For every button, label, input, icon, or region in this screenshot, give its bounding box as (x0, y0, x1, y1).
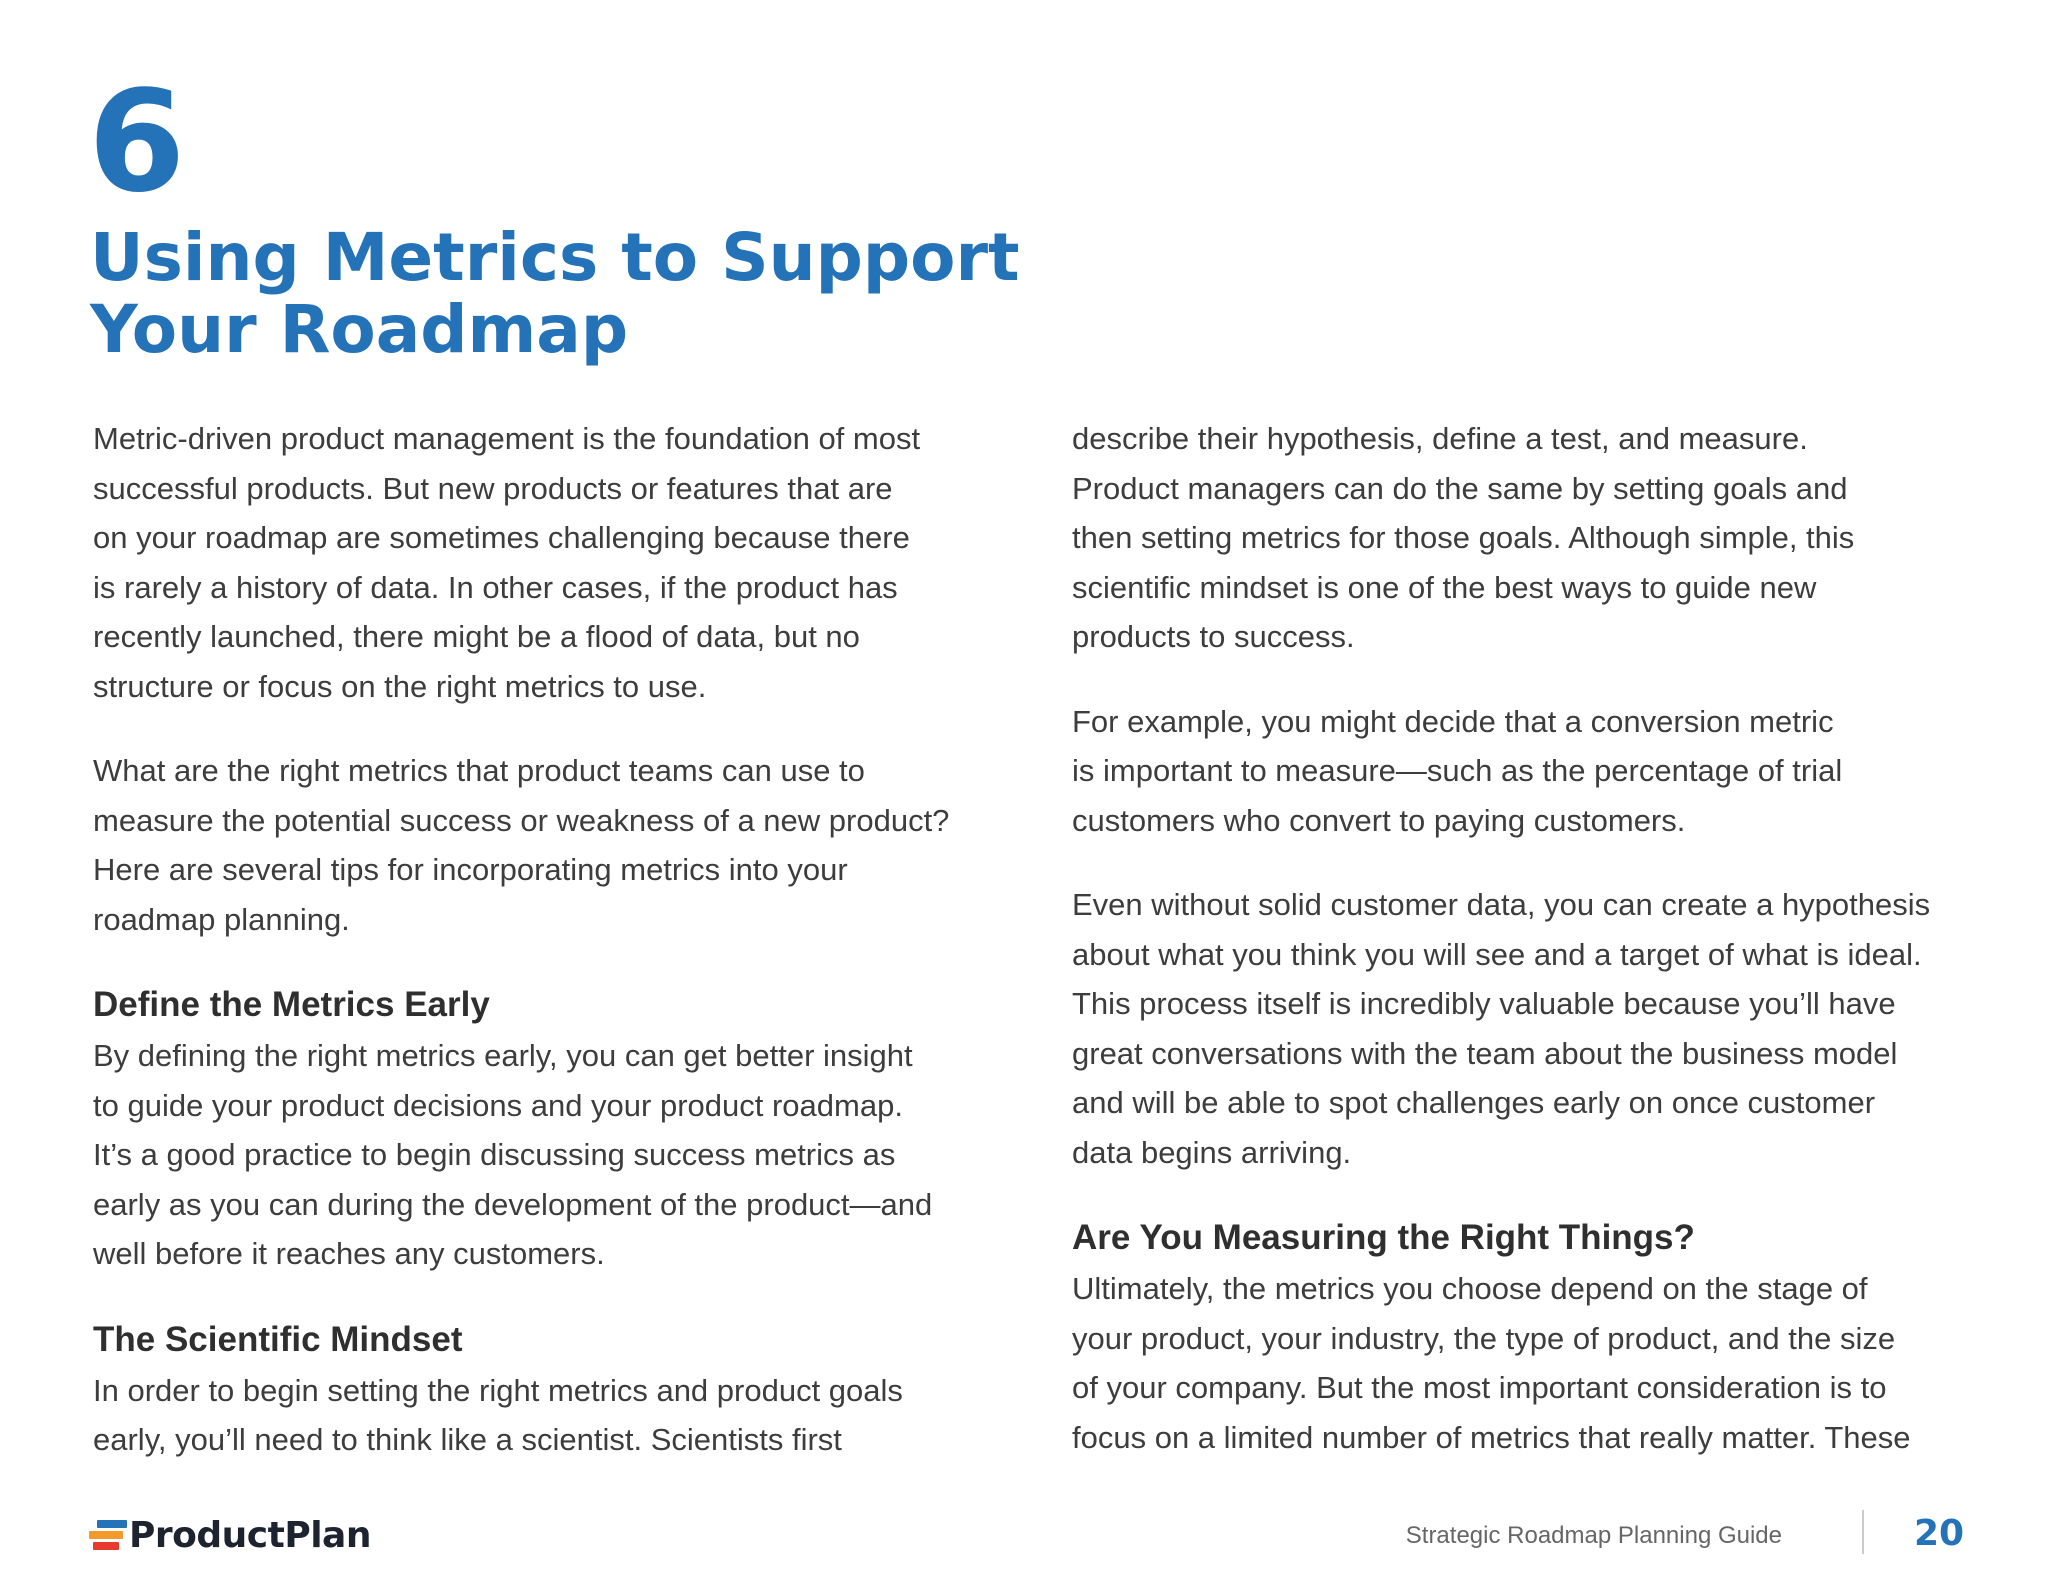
logo-bar-orange (89, 1531, 123, 1539)
text-line: scientific mindset is one of the best ways to guide new (1072, 569, 1817, 605)
text-line: It’s a good practice to begin discussing success metrics as (93, 1137, 896, 1172)
text-line: on your roadmap are sometimes challenging because there (93, 520, 910, 555)
text-line: to guide your product decisions and your product roadmap. (93, 1087, 903, 1123)
text-line: Product managers can do the same by setting goals and (1072, 470, 1848, 506)
text-line: For example, you might decide that a conversion metric (1072, 703, 1834, 739)
text-line: measure the potential success or weakness of a new product? (93, 802, 950, 838)
text-line: early as you can during the development of the product—and (93, 1186, 933, 1222)
section-paragraph (93, 1031, 993, 1279)
text-line: structure or focus on the right metrics to use. (93, 668, 707, 704)
text-line: is important to measure—such as the percentage of trial (1072, 753, 1843, 788)
text-line: then setting metrics for those goals. Although simple, this (1072, 520, 1855, 555)
text-line: Metric-driven product management is the foundation of most (93, 421, 921, 456)
text-line: This process itself is incredibly valuable because you’ll have (1072, 986, 1896, 1021)
footer-divider (1862, 1510, 1864, 1554)
chapter-title-line: Using Metrics to Support (90, 219, 1020, 296)
section-paragraph (93, 1366, 993, 1465)
productplan-logo-icon (89, 1520, 127, 1550)
body-paragraph (1072, 880, 1972, 1177)
chapter-title (90, 219, 1090, 368)
text-line: products to success. (1072, 619, 1355, 654)
text-line: describe their hypothesis, define a test, and measure. (1072, 421, 1808, 456)
logo-bar-red (93, 1542, 119, 1550)
body-paragraph (1072, 697, 1972, 846)
intro-paragraph (93, 746, 993, 944)
text-line: is rarely a history of data. In other cases, if the product has (93, 569, 898, 605)
section-paragraph (1072, 1264, 1972, 1462)
logo-bar-blue (97, 1520, 127, 1528)
section-heading-define-metrics: Define the Metrics Early (93, 985, 490, 1024)
text-line: and will be able to spot challenges early on once customer (1072, 1085, 1876, 1120)
right-column (1072, 414, 1972, 1497)
page-number: 20 (1914, 1513, 1965, 1554)
chapter-title-line: Your Roadmap (90, 291, 629, 368)
text-line: Ultimately, the metrics you choose depend on the stage of (1072, 1271, 1868, 1306)
text-line: By defining the right metrics early, you can get better insight (93, 1038, 913, 1073)
page-footer (0, 1500, 2048, 1570)
text-line: roadmap planning. (93, 901, 350, 937)
guide-title: Strategic Roadmap Planning Guide (1405, 1522, 1782, 1549)
text-line: successful products. But new products or features that are (93, 470, 893, 506)
text-line: customers who convert to paying customers. (1072, 802, 1686, 838)
text-line: data begins arriving. (1072, 1134, 1352, 1170)
text-line: What are the right metrics that product teams can use to (93, 753, 865, 788)
text-line: focus on a limited number of metrics that really matter. These (1072, 1419, 1911, 1455)
logo-text: ProductPlan (129, 1514, 371, 1556)
intro-paragraph (93, 414, 993, 711)
text-line: of your company. But the most important consideration is to (1072, 1370, 1887, 1405)
text-line: Here are several tips for incorporating metrics into your (93, 852, 848, 887)
section-heading-measuring-right-things: Are You Measuring the Right Things? (1072, 1218, 1695, 1257)
text-line: your product, your industry, the type of product, and the size (1072, 1320, 1896, 1356)
text-line: early, you’ll need to think like a scientist. Scientists first (93, 1422, 842, 1457)
text-line: about what you think you will see and a target of what is ideal. (1072, 936, 1922, 972)
productplan-logo (89, 1510, 371, 1560)
left-column (93, 414, 993, 1500)
text-line: recently launched, there might be a flood of data, but no (93, 619, 860, 654)
chapter-number: 6 (88, 61, 184, 224)
text-line: In order to begin setting the right metrics and product goals (93, 1372, 903, 1408)
body-paragraph (1072, 414, 1972, 662)
text-line: well before it reaches any customers. (93, 1236, 605, 1271)
text-line: Even without solid customer data, you can create a hypothesis (1072, 887, 1931, 922)
text-line: great conversations with the team about the business model (1072, 1035, 1898, 1071)
section-heading-scientific-mindset: The Scientific Mindset (93, 1319, 463, 1359)
